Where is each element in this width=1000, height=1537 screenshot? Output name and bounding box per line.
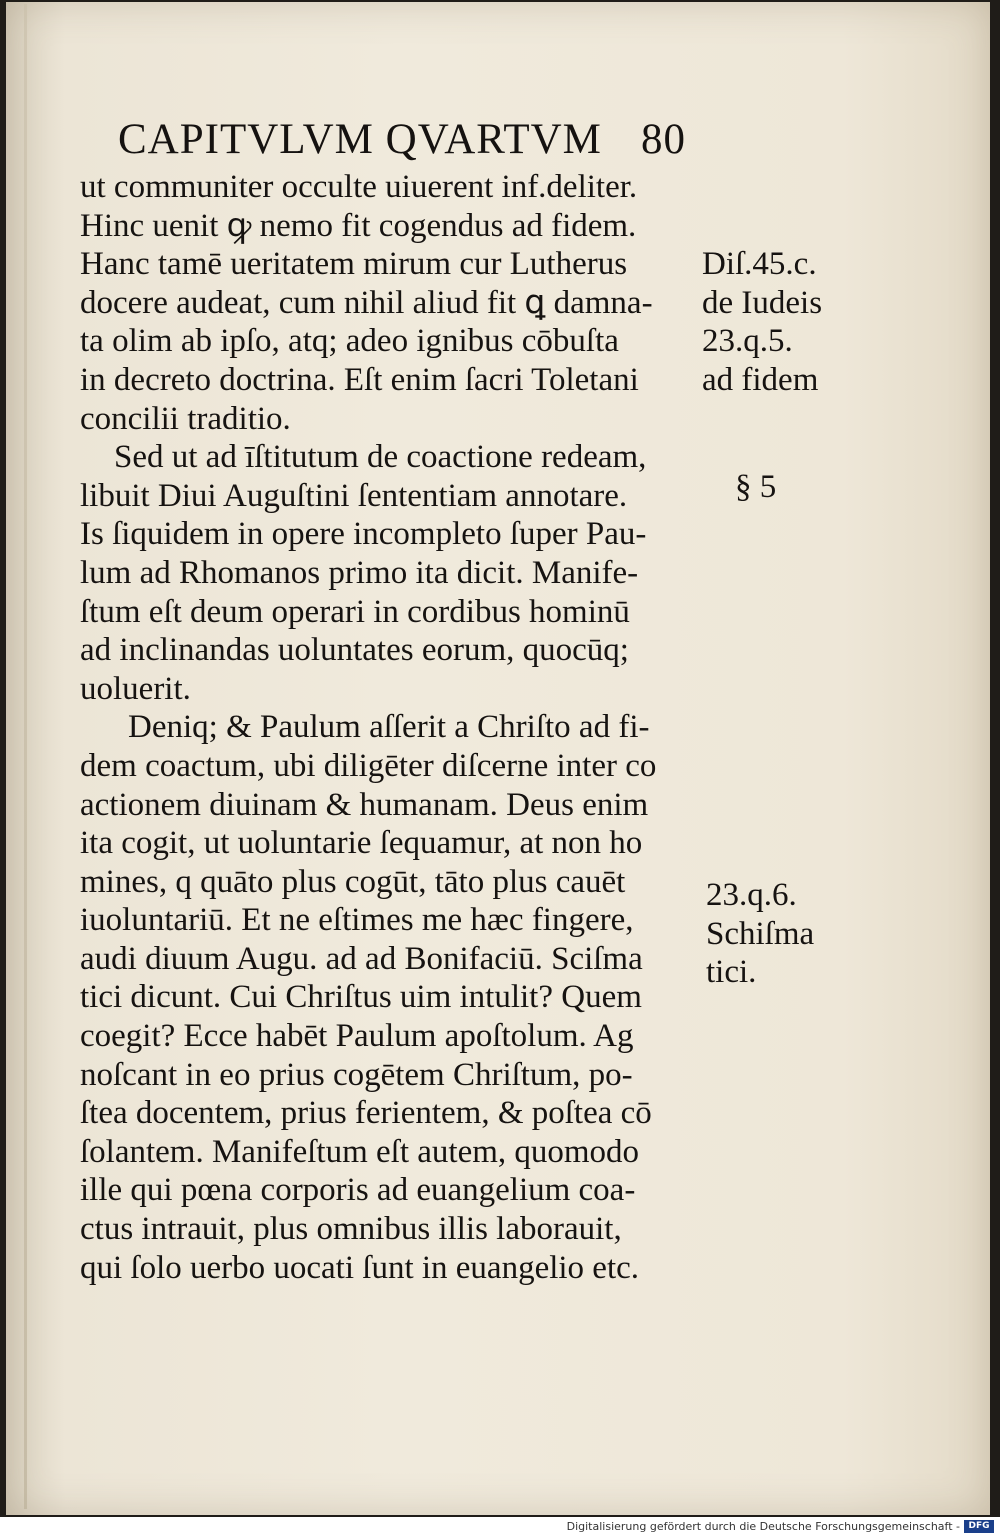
text-line: actionem diuinam & humanam. Deus enim <box>80 786 649 823</box>
chapter-title: CAPITVLVM QVARTVM <box>118 116 602 163</box>
funding-credit: Digitalisierung gefördert durch die Deutsche Forschungsgemeinschaft - <box>566 1520 960 1533</box>
text-line: ad inclinandas uoluntates eorum, quocūq; <box>80 632 629 669</box>
text-line: Hinc uenit ꝙ nemo fit cogendus ad fidem. <box>80 207 637 244</box>
text-line: ita cogit, ut uoluntarie ſequamur, at non ho <box>80 825 643 862</box>
text-line: audi diuum Augu. ad ad Bonifaciū. Sciſma <box>80 940 643 977</box>
footer-bar <box>0 1517 1000 1537</box>
margin-note-reference-2 <box>706 876 814 992</box>
text-line: noſcant in eo prius cogētem Chriſtum, po- <box>80 1056 633 1093</box>
text-line: iuoluntariū. Et ne eſtimes me hæc fingere, <box>80 902 634 939</box>
margin-note-line: 23.q.6. <box>706 877 797 913</box>
text-line: ille qui pœna corporis ad euangelium coa- <box>80 1172 636 1209</box>
margin-note-line: 23.q.5. <box>702 323 793 360</box>
text-line: ſolantem. Manifeſtum eſt autem, quomodo <box>80 1133 640 1170</box>
text-line: Is ſiquidem in opere incompleto ſuper Pau- <box>80 516 647 553</box>
margin-note-line: de Iudeis <box>702 284 823 321</box>
text-line: qui ſolo uerbo uocati ſunt in euangelio etc. <box>80 1249 640 1286</box>
margin-note-line: Diſ.45.c. <box>702 246 817 282</box>
text-line: ut communiter occulte uiuerent inf.deliter. <box>80 169 638 205</box>
section-number: § 5 <box>735 469 777 505</box>
margin-note-line: tici. <box>706 954 757 991</box>
body-text <box>80 168 720 1287</box>
text-line: ta olim ab ipſo, atq; adeo ignibus cōbuſta <box>80 323 619 360</box>
text-line: coegit? Ecce habēt Paulum apoſtolum. Ag <box>80 1018 634 1055</box>
text-line: dem coactum, ubi diligēter diſcerne inter co <box>80 747 657 784</box>
margin-note-line: ad fidem <box>702 361 819 398</box>
text-line: lum ad Rhomanos primo ita dicit. Manife- <box>80 554 639 591</box>
margin-note-line: Schiſma <box>706 915 815 952</box>
text-line: ſtum eſt deum operari in cordibus hominū <box>80 593 630 630</box>
text-line: Sed ut ad īſtitutum de coactione redeam, <box>114 439 647 476</box>
text-line: concilii traditio. <box>80 400 291 437</box>
section-mark <box>735 468 776 507</box>
text-line: Deniq; & Paulum aſſerit a Chriſto ad fi- <box>128 709 650 746</box>
text-line: libuit Diui Auguſtini ſententiam annotare. <box>80 477 628 514</box>
running-head <box>118 112 718 168</box>
text-line: docere audeat, cum nihil aliud fit ꝗ damna- <box>80 284 653 321</box>
margin-note-reference <box>702 245 822 399</box>
text-line: in decreto doctrina. Eſt enim ſacri Toletani <box>80 361 639 398</box>
text-line: ſtea docentem, prius ferientem, & poſtea cō <box>80 1095 652 1132</box>
page-number: 80 <box>641 116 686 163</box>
text-line: uoluerit. <box>80 670 191 707</box>
text-line: Hanc tamē ueritatem mirum cur Lutherus <box>80 246 628 283</box>
text-line: ctus intrauit, plus omnibus illis laborauit, <box>80 1211 622 1248</box>
text-line: tici dicunt. Cui Chriſtus uim intulit? Quem <box>80 979 642 1016</box>
page-edge-shadow <box>24 4 27 1509</box>
dfg-logo: DFG <box>964 1520 994 1533</box>
text-line: mines, q quāto plus cogūt, tāto plus cauēt <box>80 863 626 900</box>
